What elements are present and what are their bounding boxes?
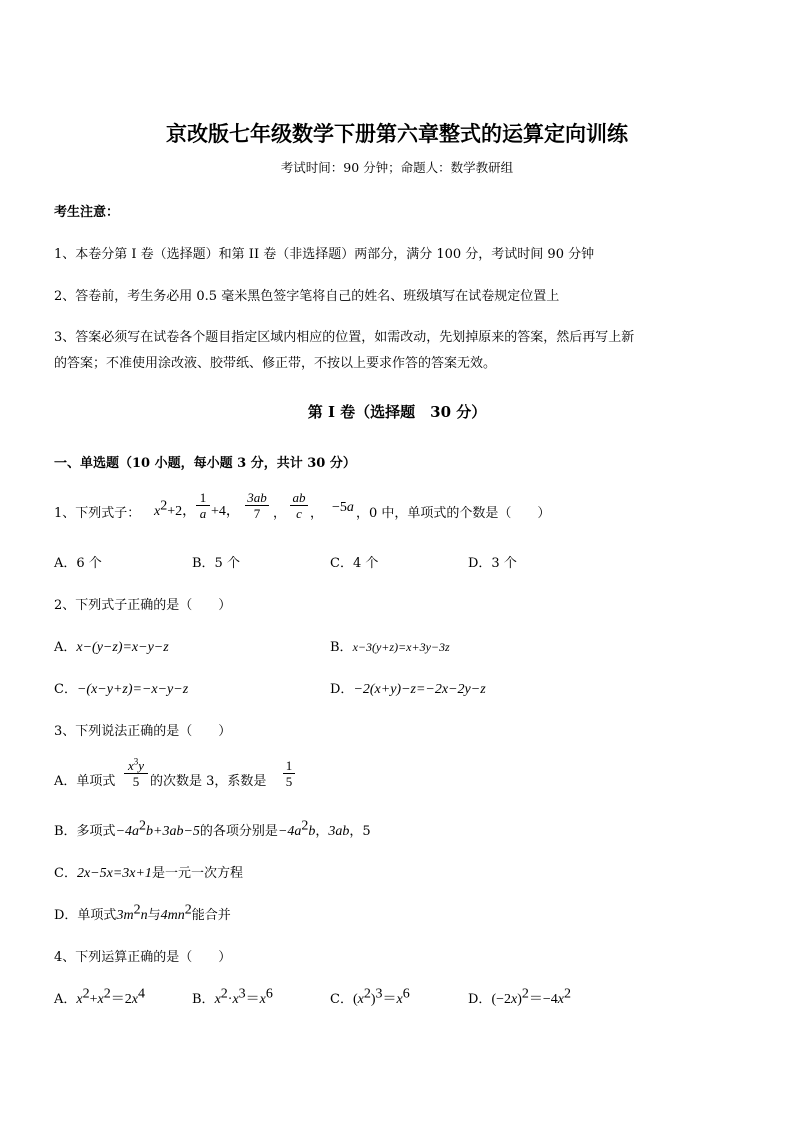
q4-option-d: D．$(-2x)^2=-4x^2$ [468,986,572,1007]
q4-stem: 4、下列运算正确的是（ ） [54,950,232,965]
q1-fraction-1: 1 a [196,490,210,521]
section-title: 第 I 卷（选择题 30 分） [307,403,487,421]
q2-option-d: D．−2(x+y)−z=−2x−2y−z [330,682,486,697]
doc-title: 京改版七年级数学下册第六章整式的运算定向训练 [166,121,628,146]
q1-term-2-tail: +4， [211,504,240,519]
q2-option-a: A．x−(y−z)=x−y−z [54,640,169,655]
q1-fraction-2: 3ab 7 [245,490,269,521]
q1-fraction-3: ab c [290,490,308,521]
q3-option-a-fraction-1: $x^3y$ 5 [124,758,148,789]
q3-option-a-mid: 的次数是 3，系数是 [150,774,267,789]
notice-2: 2、答卷前，考生务必用 0.5 毫米黑色签字笔将自己的姓名、班级填写在试卷规定位置上 [54,289,560,304]
q3-option-c: C．2x−5x=3x+1是一元一次方程 [54,866,243,881]
q3-stem: 3、下列说法正确的是（ ） [54,724,232,739]
q1-option-c: C．4 个 [330,556,379,571]
notice-3a: 3、答案必须写在试卷各个题目指定区域内相应的位置，如需改动，先划掉原来的答案，然后再写上新 [54,330,635,345]
q3-option-a-fraction-2: 1 5 [283,758,295,789]
q1-option-b: B．5 个 [192,556,240,571]
q1-stem: 1、下列式子： [54,506,141,521]
q1-stem-tail: ，0 中，单项式的个数是（ ） [356,506,551,521]
q4-option-c: C．$(x^2)^3=x^6$ [330,986,410,1007]
part-heading: 一、单选题（10 小题，每小题 3 分，共计 30 分） [54,456,356,471]
q3-option-a-label: A．单项式 [54,774,116,789]
q3-option-b: B．多项式$-4a^2b+3ab-5$的各项分别是$-4a^2b$，3ab，5 [54,818,371,839]
q1-sep-3: ， [310,506,324,521]
q1-term-5: −5a [332,500,354,515]
q1-term-1: $x^2+2$， [154,498,197,519]
q2-option-c: C．−(x−y+z)=−x−y−z [54,682,189,697]
q3-option-d: D．单项式$3m^2n$与$4mn^2$能合并 [54,902,231,923]
notice-3b: 的答案；不准使用涂改液、胶带纸、修正带，不按以上要求作答的答案无效。 [54,356,497,371]
q4-option-a: A．$x^2+x^2=2x^4$ [54,986,145,1007]
q4-option-b: B．$x^2\cdot x^3=x^6$ [192,986,273,1007]
notice-1: 1、本卷分第 I 卷（选择题）和第 II 卷（非选择题）两部分，满分 100 分，考试时间 90 分钟 [54,247,595,262]
q1-option-d: D．3 个 [468,556,517,571]
q2-option-b: B．x−3(y+z)=x+3y−3z [330,640,450,655]
q2-stem: 2、下列式子正确的是（ ） [54,598,232,613]
q1-sep-2: ， [273,506,287,521]
q1-option-a: A．6 个 [54,556,102,571]
doc-subtitle: 考试时间：90 分钟；命题人：数学教研组 [280,160,514,175]
notice-heading: 考生注意： [54,205,120,220]
